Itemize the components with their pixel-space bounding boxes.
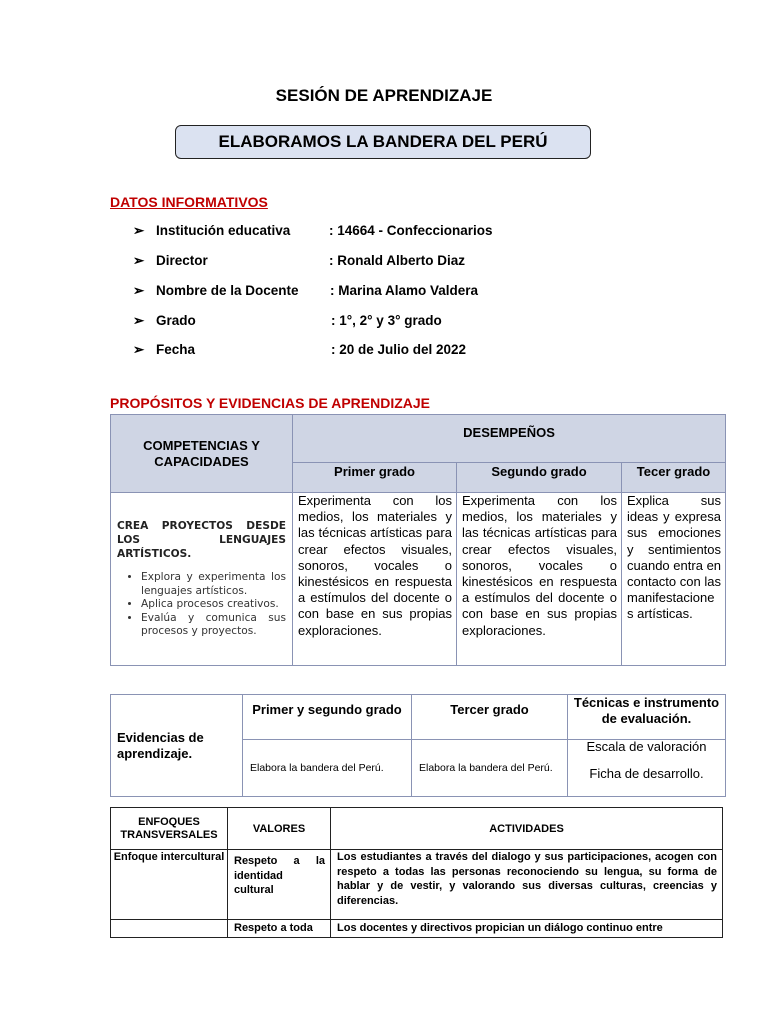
arrow-bullet-icon: ➢ bbox=[133, 313, 145, 328]
desempeno-primer-cell: Experimenta con los medios, los materiales y las técnicas artísticas para crear efectos visuales, sonoros, vocales o kinestésicos en respuesta a estímulos del docente o con base en sus propias exploraciones. bbox=[293, 493, 457, 666]
arrow-bullet-icon: ➢ bbox=[133, 223, 145, 238]
actividad-1: Los estudiantes a través del dialogo y sus participaciones, acogen con respeto a todas las personas reconociendo su lengua, su forma de hablar y de vestir, y valorando sus diversas culturas, creencias y diferencias. bbox=[331, 850, 723, 920]
info-value: : 20 de Julio del 2022 bbox=[331, 342, 467, 357]
instrumento-ficha: Ficha de desarrollo. bbox=[589, 766, 704, 781]
desempenos-header: DESEMPEÑOS bbox=[293, 415, 726, 463]
competencias-table bbox=[110, 414, 726, 666]
valor-identidad-cultural: Respeto a la identidad cultural bbox=[228, 850, 331, 920]
arrow-bullet-icon: ➢ bbox=[133, 253, 145, 268]
col-primer-segundo-header: Primer y segundo grado bbox=[243, 695, 412, 740]
instrumento-escala: Escala de valoración bbox=[586, 739, 707, 754]
arrow-bullet-icon: ➢ bbox=[133, 342, 145, 357]
col-actividades-header: ACTIVIDADES bbox=[331, 808, 723, 850]
enfoque-empty-cell bbox=[111, 920, 228, 938]
competencia-cell bbox=[111, 493, 293, 666]
list-item: • Aplica procesos creativos. bbox=[141, 598, 286, 612]
enfoques-table bbox=[110, 807, 723, 938]
list-item: • Evalúa y comunica sus procesos y proyectos. bbox=[141, 612, 286, 639]
info-value: : Ronald Alberto Diaz bbox=[329, 253, 466, 268]
evidencias-table bbox=[110, 694, 726, 797]
info-label: Institución educativa bbox=[156, 223, 291, 238]
grade-header-segundo: Segundo grado bbox=[457, 463, 622, 493]
col-valores-header: VALORES bbox=[228, 808, 331, 850]
col-tecnicas-header: Técnicas e instrumento de evaluación. bbox=[568, 695, 726, 740]
evidencias-label: Evidencias de aprendizaje. bbox=[111, 695, 243, 797]
enfoque-intercultural: Enfoque intercultural bbox=[111, 850, 228, 920]
col-tercer-header: Tercer grado bbox=[412, 695, 568, 740]
evidencia-primer-segundo: Elabora la bandera del Perú. bbox=[243, 740, 412, 797]
actividad-2: Los docentes y directivos propician un diálogo continuo entre bbox=[331, 920, 723, 938]
info-label: Nombre de la Docente bbox=[156, 283, 299, 298]
competencia-title: CREA PROYECTOS DESDE LOS LENGUAJES ARTÍSTICOS. bbox=[117, 520, 286, 560]
competencias-header: COMPETENCIAS Y CAPACIDADES bbox=[111, 415, 293, 493]
desempeno-segundo-cell: Experimenta con los medios, los materiales y las técnicas artísticas para crear efectos visuales, sonoros, vocales o kinestésicos en respuesta a estímulos del docente o con base en sus propias exploraciones. bbox=[457, 493, 622, 666]
info-value: : 14664 - Confeccionarios bbox=[329, 223, 493, 238]
desempeno-tercer-cell: Explica sus ideas y expresa sus emociones y sentimientos cuando entra en contacto con las manifestacione s artísticas. bbox=[622, 493, 726, 666]
evidencia-tercer: Elabora la bandera del Perú. bbox=[412, 740, 568, 797]
grade-header-tercer: Tecer grado bbox=[622, 463, 726, 493]
info-value: : Marina Alamo Valdera bbox=[330, 283, 479, 298]
propositos-heading: PROPÓSITOS Y EVIDENCIAS DE APRENDIZAJE bbox=[110, 395, 431, 411]
datos-informativos-heading: DATOS INFORMATIVOS bbox=[110, 194, 268, 210]
instrumentos-cell bbox=[568, 740, 726, 797]
info-label: Grado bbox=[156, 313, 196, 328]
arrow-bullet-icon: ➢ bbox=[133, 283, 145, 298]
valor-respeto-toda: Respeto a toda bbox=[228, 920, 331, 938]
info-value: : 1°, 2° y 3° grado bbox=[331, 313, 442, 328]
page-title: SESIÓN DE APRENDIZAJE bbox=[275, 86, 493, 105]
col-enfoques-header: ENFOQUES TRANSVERSALES bbox=[111, 808, 228, 850]
list-item: • Explora y experimenta los lenguajes artísticos. bbox=[141, 571, 286, 598]
info-label: Director bbox=[156, 253, 208, 268]
session-title-box: ELABORAMOS LA BANDERA DEL PERÚ bbox=[175, 125, 591, 159]
capacidades-list bbox=[117, 571, 286, 639]
info-label: Fecha bbox=[156, 342, 196, 357]
grade-header-primer: Primer grado bbox=[293, 463, 457, 493]
